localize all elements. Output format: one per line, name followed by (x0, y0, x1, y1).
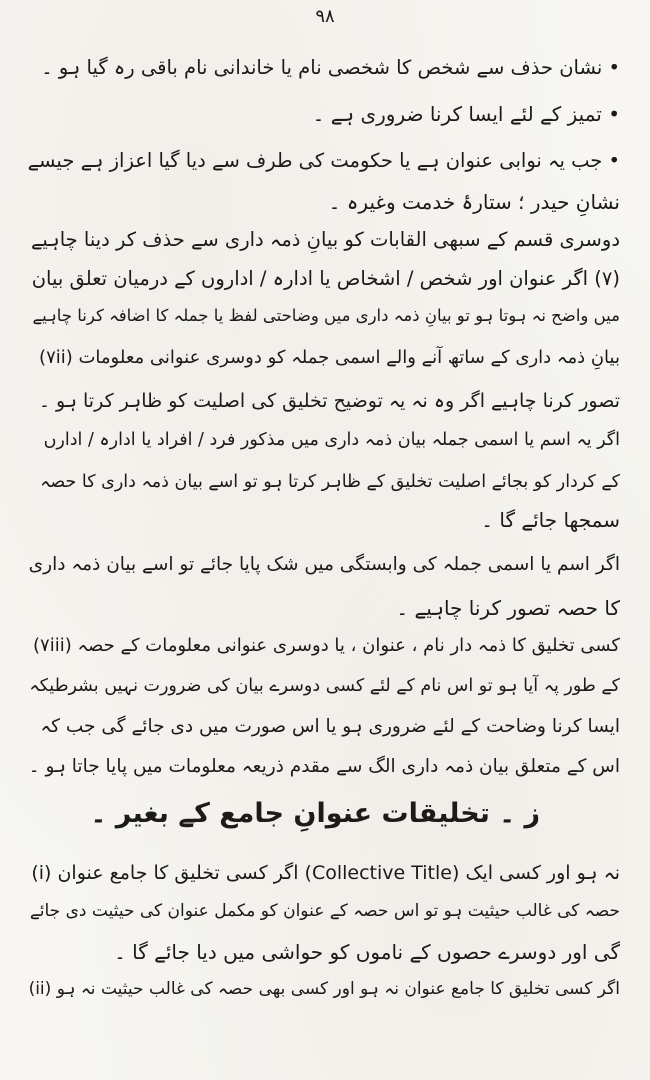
text-line: سمجھا جائے گا ۔ (481, 508, 620, 532)
text-line: کے طور پہ آیا ہو تو اس نام کے لئے کسی دوسرے بیان کی ضرورت نہیں بشرطیکہ (29, 676, 620, 696)
text-line: (i) اگر کسی تخلیق کا جامع عنوان (Collective Title) نہ ہو اور کسی ایک (31, 862, 620, 884)
text-line: ایسا کرنا وضاحت کے لئے ضروری ہو یا اس صورت میں دی جائے گی جب کہ (40, 716, 620, 737)
section-heading: ز ۔ تخلیقات عنوانِ جامع کے بغیر ۔ (90, 798, 540, 829)
text-line: (ii) اگر کسی تخلیق کا جامع عنوان نہ ہو اور کسی بھی حصہ کی غالب حیثیت نہ ہو (28, 979, 620, 999)
text-line: میں واضح نہ ہوتا ہو تو بیانِ ذمہ داری میں وضاحتی لفظ یا جملہ کا اضافہ کرنا چاہیے (32, 306, 620, 325)
text-line: کا حصہ تصور کرنا چاہیے ۔ (396, 596, 620, 620)
text-line: • نشان حذف سے شخص کا شخصی نام یا خاندانی نام باقی رہ گیا ہو ۔ (41, 56, 620, 79)
page-number: ۹۸ (315, 6, 335, 27)
text-line: • تمیز کے لئے ایسا کرنا ضروری ہے ۔ (312, 102, 620, 126)
text-line: • جب یہ نوابی عنوان ہے یا حکومت کی طرف سے دیا گیا اعزاز ہے جیسے (27, 149, 620, 172)
text-line: (۷ii) بیانِ ذمہ داری کے ساتھ آنے والے اسمی جملہ کو دوسری عنوانی معلومات (39, 347, 620, 368)
text-line: حصہ کی غالب حیثیت ہو تو اس حصہ کے عنوان کو مکمل عنوان کی حیثیت دی جائے (29, 901, 620, 921)
text-line: گی اور دوسرے حصوں کے ناموں کو حواشی میں دیا جائے گا ۔ (114, 940, 620, 964)
text-line: کے کردار کو بجائے اصلیت تخلیق کے ظاہر کرتا ہو تو اسے بیان ذمہ داری کا حصہ (40, 472, 620, 492)
text-line: اگر اسم یا اسمی جملہ کی وابستگی میں شک پایا جائے تو اسے بیان ذمہ داری (28, 554, 620, 575)
text-line: (۷iii) کسی تخلیق کا ذمہ دار نام ، عنوان ، یا دوسری عنوانی معلومات کے حصہ (33, 635, 620, 656)
text-line: (۷) اگر عنوان اور شخص / اشخاص یا ادارہ / اداروں کے درمیان تعلق بیان (31, 267, 620, 290)
text-line: دوسری قسم کے سبھی القابات کو بیانِ ذمہ داری سے حذف کر دینا چاہیے (30, 228, 620, 251)
text-line: اس کے متعلق بیان ذمہ داری الگ سے مقدم ذریعہ معلومات میں پایا جاتا ہو ۔ (28, 756, 620, 777)
text-line: اگر یہ اسم یا اسمی جملہ بیان ذمہ داری میں مذکور فرد / افراد یا ادارہ / ادارں (43, 430, 620, 450)
text-line: تصور کرنا چاہیے اگر وہ نہ یہ توضیح تخلیق کی اصلیت کو ظاہر کرتا ہو ۔ (38, 390, 620, 412)
text-line: نشانِ حیدر ؛ ستارۂ خدمت وغیرہ ۔ (328, 190, 620, 214)
